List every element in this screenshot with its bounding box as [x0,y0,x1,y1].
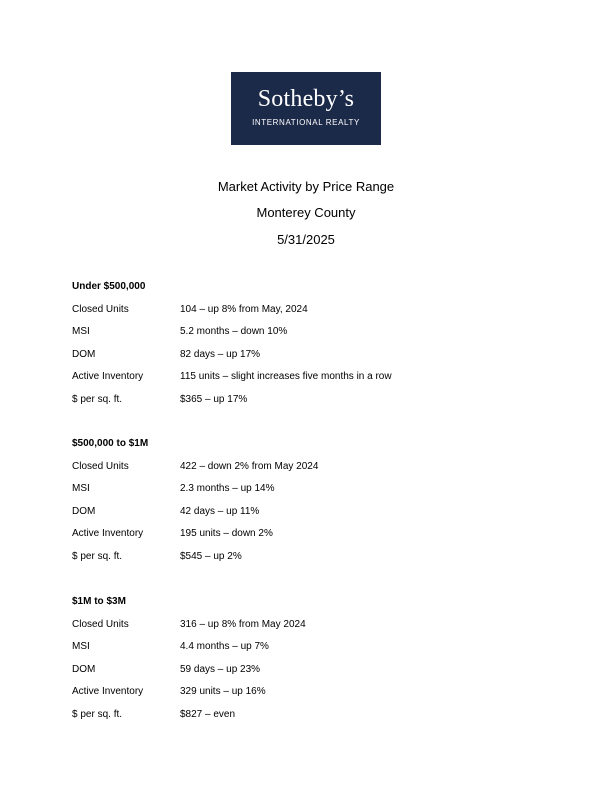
stat-label: DOM [72,505,96,517]
stat-row-closed-units [72,462,552,485]
stat-value: 82 days – up 17% [180,348,261,360]
stat-value: 329 units – up 16% [180,686,266,697]
stat-row-msi [72,327,552,350]
stat-label: Active Inventory [72,528,144,539]
section-title: $1M to $3M [72,596,126,607]
stat-row-closed-units [72,620,552,643]
stat-label: $ per sq. ft. [72,550,123,562]
stat-row-price-per-sqft [72,552,552,575]
stat-row-msi [72,484,552,507]
stat-value: 42 days – up 11% [180,505,260,517]
section-under-500k [72,282,552,417]
section-title: $500,000 to $1M [72,438,149,449]
stat-row-dom [72,507,552,530]
stat-value: 4.4 months – up 7% [180,641,269,652]
stat-value: $827 – even [180,708,236,720]
stat-row-active-inventory [72,372,552,395]
stat-label: DOM [72,348,96,360]
stat-value: 59 days – up 23% [180,663,261,675]
stat-row-closed-units [72,305,552,328]
stat-value: $365 – up 17% [180,393,248,405]
stat-value: 2.3 months – up 14% [180,483,275,494]
stat-label: Active Inventory [72,686,144,697]
section-500k-to-1m [72,439,552,574]
stat-label: Active Inventory [72,371,144,382]
section-title: Under $500,000 [72,281,146,292]
stat-value: 5.2 months – down 10% [180,326,288,337]
stat-row-dom [72,350,552,373]
stat-value: 422 – down 2% from May 2024 [180,460,319,472]
sothebys-logo [231,72,381,145]
stat-value: 115 units – slight increases five months in a row [180,371,392,382]
stat-value: $545 – up 2% [180,550,242,562]
stat-label: MSI [72,483,90,494]
stat-row-active-inventory [72,529,552,552]
report-region: Monterey County [256,205,356,220]
stat-label: Closed Units [72,303,129,315]
stat-row-active-inventory [72,687,552,710]
stat-value: 104 – up 8% from May, 2024 [180,303,308,315]
stat-label: DOM [72,663,96,675]
logo-subtitle: INTERNATIONAL REALTY [252,118,360,127]
stat-value: 316 – up 8% from May 2024 [180,618,306,630]
stat-label: $ per sq. ft. [72,393,123,405]
report-date: 5/31/2025 [277,232,335,247]
stat-label: $ per sq. ft. [72,708,123,720]
stat-row-price-per-sqft [72,710,552,733]
section-1m-to-3m [72,597,552,732]
report-title: Market Activity by Price Range [217,179,395,194]
stat-label: Closed Units [72,618,129,630]
logo-brand-name: Sotheby’s [257,86,355,112]
stat-value: 195 units – down 2% [180,528,273,539]
stat-row-price-per-sqft [72,395,552,418]
stat-label: MSI [72,641,90,652]
stat-label: MSI [72,326,90,337]
stat-row-msi [72,642,552,665]
stat-label: Closed Units [72,460,129,472]
stat-row-dom [72,665,552,688]
